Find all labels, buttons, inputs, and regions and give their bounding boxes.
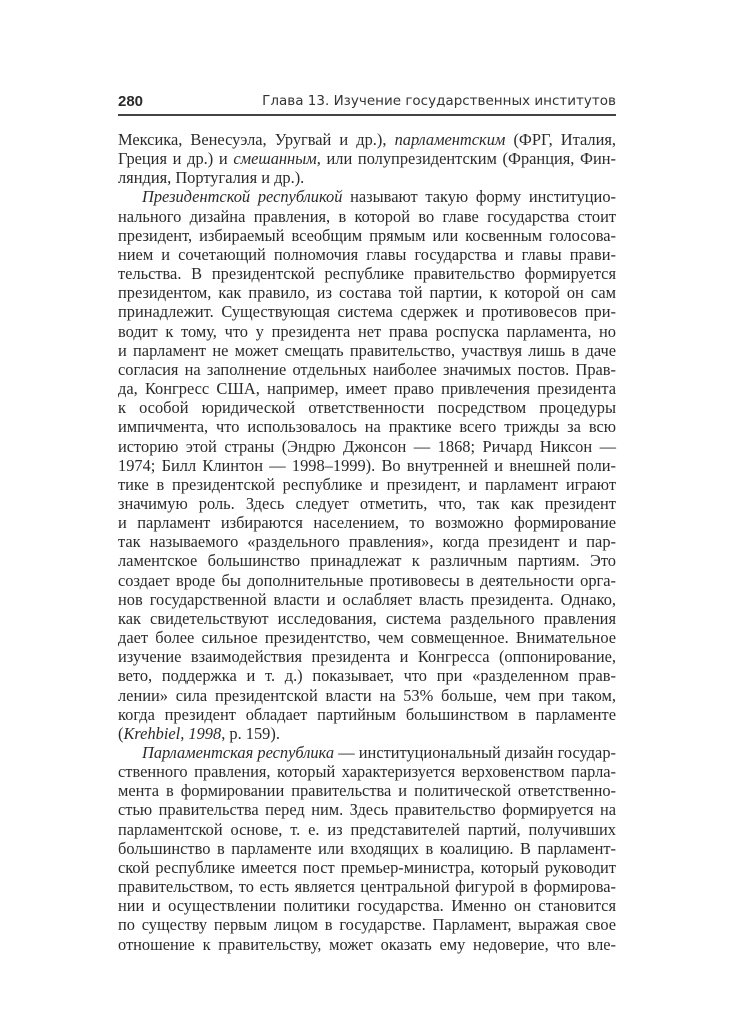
italic-term: Парламентская республика bbox=[142, 743, 335, 762]
text-line bbox=[118, 686, 616, 705]
text-line bbox=[118, 168, 616, 187]
text-run: принадлежит. Существующая система сдержек и противовесов при- bbox=[118, 302, 616, 322]
text-run: — институциональный дизайн государ- bbox=[334, 743, 616, 762]
text-run: и парламент не может смещать правительство, участвуя лишь в даче bbox=[118, 340, 616, 360]
running-header bbox=[118, 93, 616, 113]
text-line bbox=[118, 609, 616, 628]
text-run: парламентской основе, т. е. из представителей партий, получивших bbox=[118, 819, 616, 839]
text-line bbox=[118, 590, 616, 609]
italic-term: парламентским bbox=[394, 130, 506, 149]
text-run: мента в формировании правительства и политической ответственно- bbox=[118, 781, 616, 801]
text-run: ляндия, Португалия и др.). bbox=[118, 168, 305, 188]
header-rule bbox=[118, 114, 616, 116]
text-line bbox=[118, 666, 616, 685]
text-run: когда президент обладает партийным большинством в парламенте bbox=[118, 704, 616, 724]
text-run: создает вроде бы дополнительные противовесы в деятельности орга- bbox=[118, 570, 616, 590]
text-line bbox=[118, 877, 616, 896]
text-run: историю этой страны (Эндрю Джонсон — 1868; Ричард Никсон — bbox=[118, 436, 616, 456]
text-run: согласия на заполнение отдельных наиболее значимых постов. Прав- bbox=[118, 359, 616, 379]
text-line bbox=[118, 379, 616, 398]
text-line bbox=[118, 647, 616, 666]
text-run: да, Конгресс США, например, имеет право привлечения президента bbox=[118, 379, 616, 399]
text-line bbox=[118, 935, 616, 954]
text-run: , p. 159). bbox=[221, 723, 280, 743]
text-run: нии и осуществлении политики государства. Именно он становится bbox=[118, 896, 616, 916]
text-line bbox=[118, 743, 616, 762]
text-run: (ФРГ, Италия, bbox=[505, 130, 617, 149]
text-run: Мексика, Венесуэла, Уругвай и др.), bbox=[118, 130, 395, 149]
text-run: водит к тому, что у президента нет права роспуска парламента, но bbox=[118, 321, 616, 341]
text-run: правительством, то есть является центральной фигурой в формирова- bbox=[118, 877, 616, 897]
page-number: 280 bbox=[118, 93, 144, 110]
text-run: 1974; Билл Клинтон — 1998–1999). Во внутренней и внешней поли- bbox=[118, 455, 616, 475]
text-line bbox=[118, 149, 616, 168]
text-run: ственного правления, который характеризуется верховенством парла- bbox=[118, 762, 616, 782]
text-line bbox=[118, 302, 616, 321]
text-run: по существу первым лицом в государстве. Парламент, выражая свое bbox=[118, 915, 616, 935]
text-run: и парламент избираются населением, то возможно формирование bbox=[118, 513, 616, 533]
italic-term: Krehbiel, 1998 bbox=[123, 723, 222, 743]
text-line bbox=[118, 532, 616, 551]
text-run: импичмента, что использовалось на практике всего трижды за всю bbox=[118, 417, 616, 437]
text-line bbox=[118, 187, 616, 206]
text-line bbox=[118, 264, 616, 283]
text-line bbox=[118, 456, 616, 475]
text-line bbox=[118, 724, 616, 743]
text-line bbox=[118, 494, 616, 513]
text-run: лении» сила президентской власти на 53% больше, чем при таком, bbox=[118, 685, 616, 705]
text-line bbox=[118, 417, 616, 436]
text-run: большинство в парламенте или входящих в коалицию. В парламент- bbox=[118, 838, 616, 858]
text-line bbox=[118, 571, 616, 590]
text-run: изучение взаимодействия президента и Конгресса (оппонирование, bbox=[118, 647, 616, 667]
text-line bbox=[118, 360, 616, 379]
text-line bbox=[118, 322, 616, 341]
text-run: нального дизайна правления, в которой во главе государства стоит bbox=[118, 206, 616, 226]
text-line bbox=[118, 781, 616, 800]
text-line bbox=[118, 839, 616, 858]
text-line bbox=[118, 245, 616, 264]
text-line bbox=[118, 398, 616, 417]
text-line bbox=[118, 628, 616, 647]
text-run: ( bbox=[118, 723, 124, 743]
text-run: Греция и др.) и bbox=[118, 149, 234, 169]
text-run: ской республике имеется пост премьер-министра, который руководит bbox=[118, 857, 616, 877]
italic-term: смешанным bbox=[233, 149, 317, 169]
text-run: нием и сочетающий полномочия главы государства и главы прави- bbox=[118, 244, 616, 264]
text-run: тике в президентской республике и президент, и парламент играют bbox=[118, 474, 616, 494]
text-line bbox=[118, 513, 616, 532]
text-line bbox=[118, 820, 616, 839]
text-run: отношение к правительству, может оказать ему недоверие, что вле- bbox=[118, 934, 616, 954]
text-line bbox=[118, 130, 616, 149]
text-line bbox=[118, 858, 616, 877]
text-run: тельства. В президентской республике правительство формируется bbox=[118, 264, 616, 284]
text-line bbox=[118, 896, 616, 915]
chapter-title: Глава 13. Изучение государственных институтов bbox=[262, 93, 616, 109]
text-line bbox=[118, 341, 616, 360]
text-line bbox=[118, 762, 616, 781]
text-line bbox=[118, 437, 616, 456]
text-line bbox=[118, 551, 616, 570]
text-line bbox=[118, 283, 616, 302]
text-run: так называемого «раздельного правления», когда президент и пар- bbox=[118, 532, 616, 552]
text-line bbox=[118, 226, 616, 245]
text-run: нов государственной власти и ослабляет власть президента. Однако, bbox=[118, 589, 616, 609]
text-run: значимую роль. Здесь следует отметить, что, так как президент bbox=[118, 493, 616, 513]
text-run: дает более сильное президентство, чем совмещенное. Внимательное bbox=[118, 628, 616, 648]
text-run: ламентское большинство принадлежат к различным партиям. Это bbox=[118, 551, 616, 571]
text-line bbox=[118, 705, 616, 724]
text-line bbox=[118, 475, 616, 494]
text-run: президентом, как правило, из состава той партии, к которой он сам bbox=[118, 283, 616, 303]
body-text bbox=[118, 130, 616, 954]
text-run: называют такую форму институцио- bbox=[342, 187, 616, 207]
text-run: вето, поддержка и т. д.) показывает, что при «разделенном прав- bbox=[118, 666, 616, 686]
text-line bbox=[118, 207, 616, 226]
text-run: стью правительства перед ним. Здесь правительство формируется на bbox=[118, 800, 616, 820]
text-line bbox=[118, 915, 616, 934]
text-run: к особой юридической ответственности посредством процедуры bbox=[118, 398, 616, 418]
text-line bbox=[118, 800, 616, 819]
text-run: президент, избираемый всеобщим прямым или косвенным голосова- bbox=[118, 225, 616, 245]
text-run: как свидетельствуют исследования, система раздельного правления bbox=[118, 608, 616, 628]
text-run: , или полупрезидентским (Франция, Фин- bbox=[316, 149, 616, 169]
italic-term: Президентской республикой bbox=[142, 187, 343, 207]
